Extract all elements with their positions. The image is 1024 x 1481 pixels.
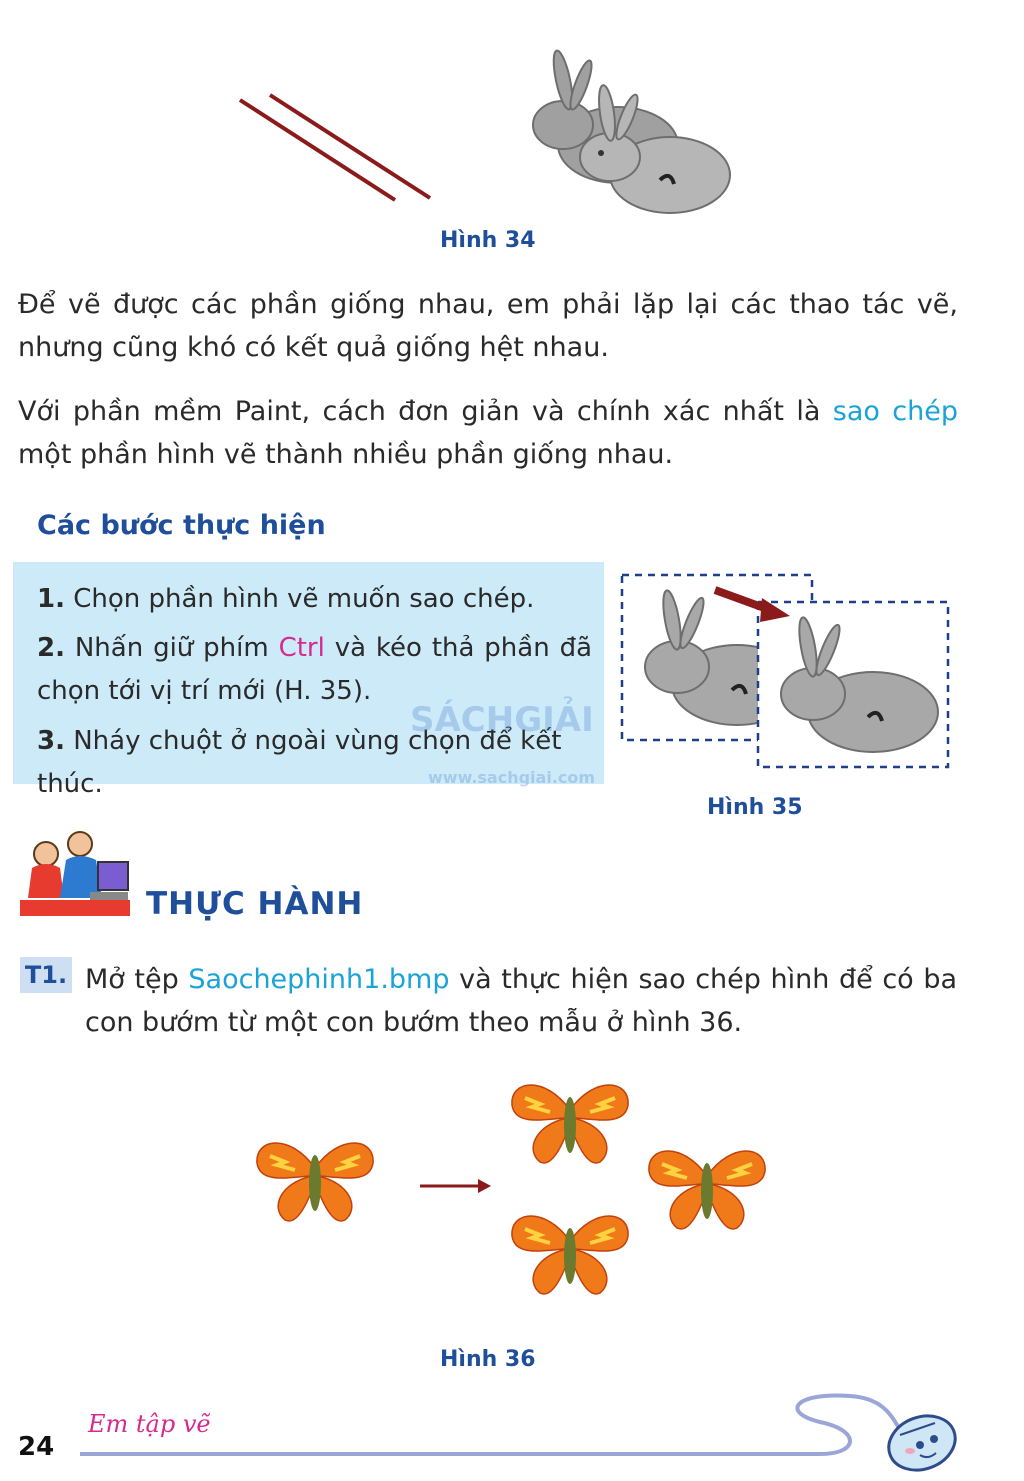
figure-34-caption: Hình 34: [440, 228, 536, 253]
step-2-before: Nhấn giữ phím: [74, 633, 279, 663]
figure-35-illustration: [612, 560, 962, 778]
figure-36-illustration: [235, 1058, 780, 1313]
page-number: 24: [18, 1432, 55, 1462]
butterfly-copy-right: [649, 1151, 765, 1229]
students-at-computer-icon: [18, 828, 134, 920]
t1-text: [85, 958, 957, 1044]
butterfly-copy-bottom: [512, 1216, 628, 1294]
intro-p2-after: một phần hình vẽ thành nhiều phần giống nhau.: [18, 439, 674, 470]
arrow-right-icon: [420, 1179, 491, 1193]
t1-before: Mở tệp: [85, 964, 189, 995]
intro-p2-before: Với phần mềm Paint, cách đơn giản và chính xác nhất là: [18, 396, 833, 427]
red-line-1: [240, 100, 395, 200]
rabbit-front: [580, 84, 730, 213]
step-1-text: Chọn phần hình vẽ muốn sao chép.: [73, 584, 535, 614]
watermark-url: www.sachgiai.com: [428, 768, 596, 787]
red-line-2: [270, 95, 430, 198]
intro-paragraph-2: [18, 390, 958, 476]
book-title: Em tập vẽ: [88, 1410, 211, 1438]
step-1: [37, 578, 597, 621]
butterfly-original: [257, 1143, 373, 1221]
step-1-number: 1.: [37, 584, 65, 614]
keyword-sao-chep: sao chép: [832, 396, 959, 427]
intro-paragraph-1: Để vẽ được các phần giống nhau, em phải lặp lại các thao tác vẽ, nhưng cũng khó có kết quả giống hệt nhau.: [18, 289, 958, 363]
keyword-ctrl: Ctrl: [278, 633, 325, 663]
step-2-number: 2.: [37, 633, 65, 663]
figure-36-caption: Hình 36: [440, 1347, 536, 1372]
steps-title: Các bước thực hiện: [37, 510, 326, 541]
step-3-number: 3.: [37, 726, 65, 756]
watermark-brand: SÁCHGIẢI: [410, 700, 594, 740]
practice-title: THỰC HÀNH: [146, 886, 364, 922]
t1-after: và thực hiện sao chép hình để có ba con bướm từ một con bướm theo mẫu ở hình 36.: [85, 964, 957, 1038]
filename-saochephinh1: Saochephinh1.bmp: [188, 964, 450, 995]
butterfly-copy-top: [512, 1085, 628, 1163]
mouse-cable-decoration: [80, 1390, 970, 1478]
t1-badge: T1.: [20, 957, 72, 993]
step-2-after: và kéo thả phần đã chọn tới vị trí mới (H. 35).: [37, 633, 593, 706]
mouse-mascot-icon: [880, 1405, 965, 1475]
step-3-text: Nháy chuột ở ngoài vùng chọn để kết thúc.: [37, 726, 562, 799]
figure-34-illustration: [205, 40, 765, 220]
figure-35-caption: Hình 35: [707, 795, 803, 820]
